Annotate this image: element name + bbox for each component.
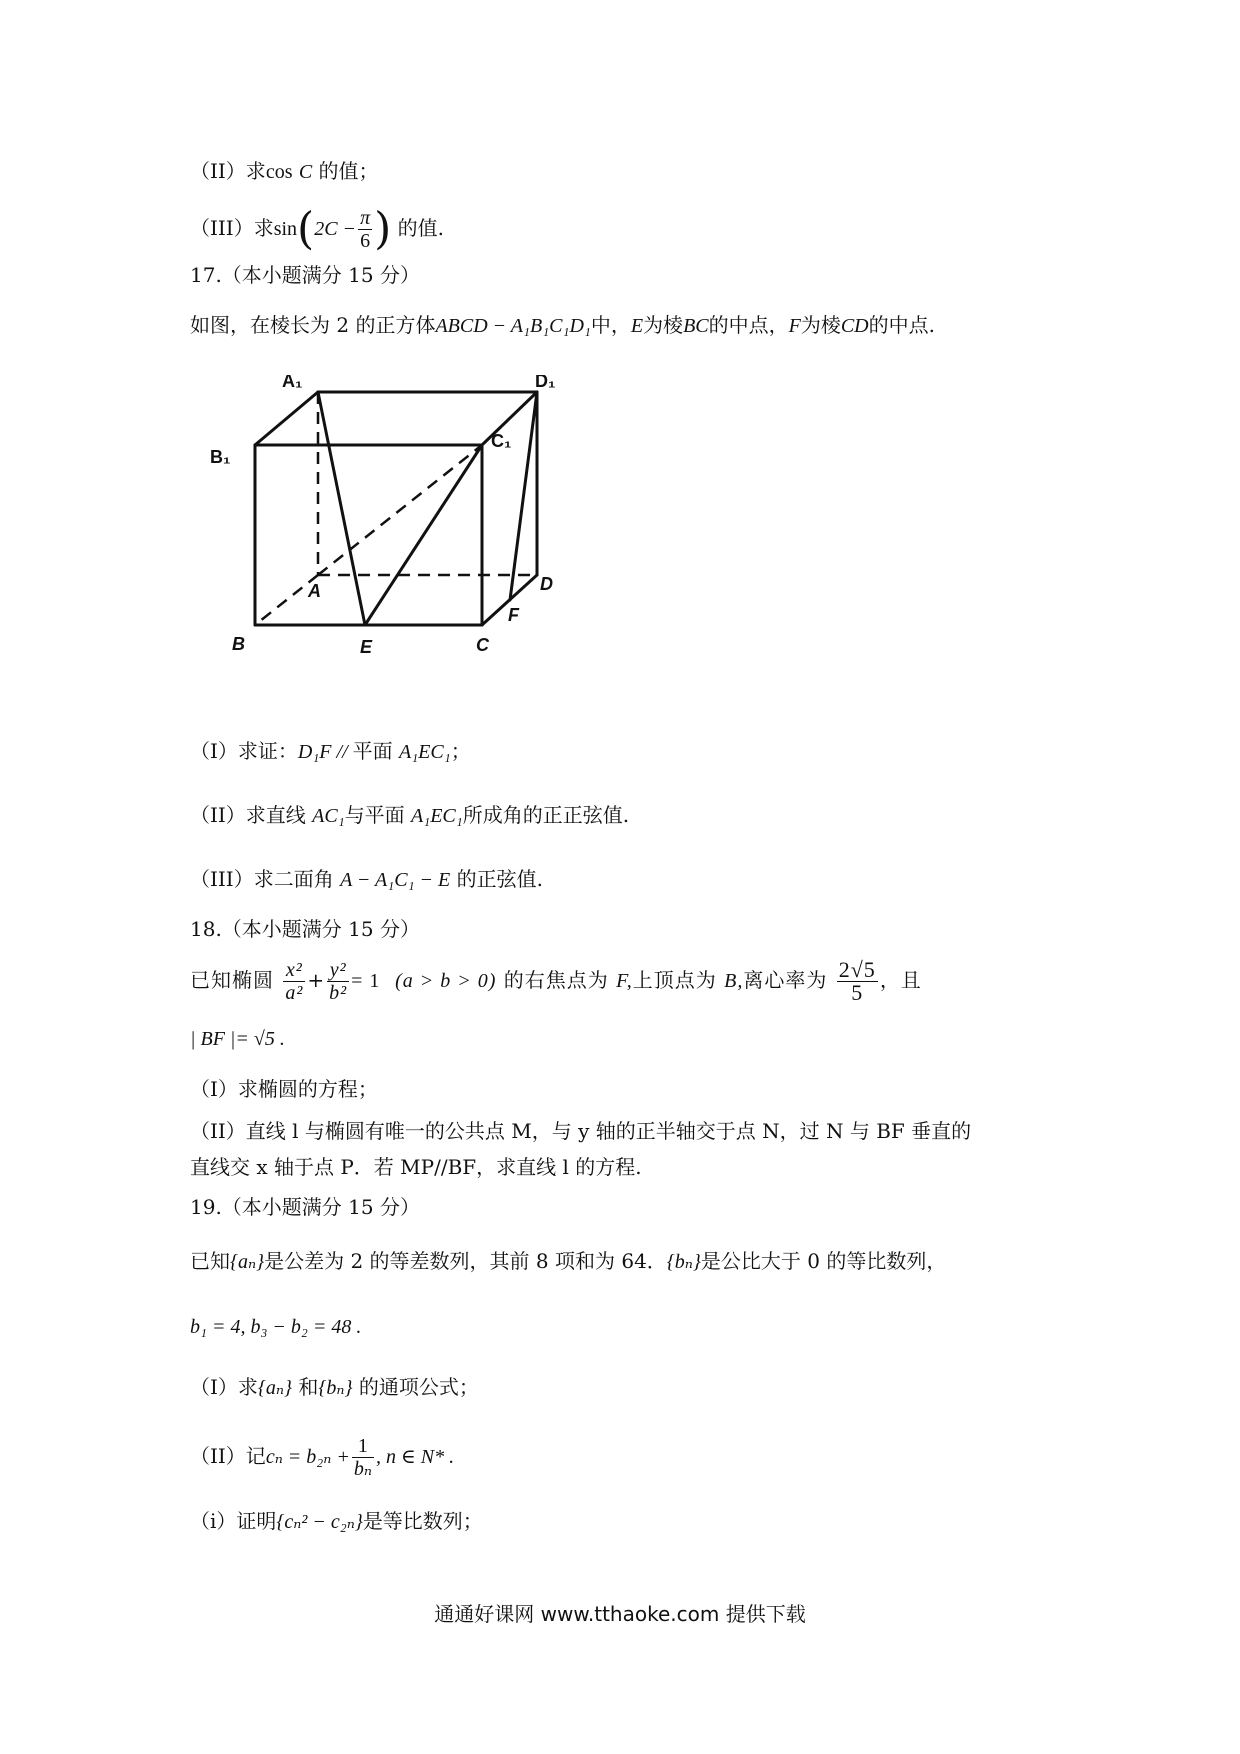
- q17-part1: （I）求证：D₁F // 平面 A₁EC₁；: [190, 739, 471, 763]
- label-f: F: [508, 605, 519, 625]
- label-c1: C₁: [491, 431, 512, 451]
- cube-figure: [210, 375, 570, 705]
- q18-part2-line1: （II）直线 l 与椭圆有唯一的公共点 M，与 y 轴的正半轴交于点 N，过 N 与 BF 垂直的: [190, 1119, 972, 1143]
- edge-a1b1: [255, 392, 318, 445]
- page-footer: 通通好课网 www.tthaoke.com 提供下载: [434, 1602, 806, 1626]
- q19-part2: （II）记cₙ = b₂ₙ + $\frac{1}{\text{bₙ}}$ , n ∈ N* .: [190, 1435, 455, 1480]
- label-b: B: [232, 634, 245, 654]
- q16-part3: （III）求sin(2C − $\frac{\pi}{6}$ ) 的值.: [190, 203, 444, 255]
- q18-stem: 已知椭圆 $\frac{\text{x²}}{\text{a²}}$ + $\frac{\text{y²}}{\text{b²}}$ = 1 (a > b > 0) 的右焦点为 F,上顶点为 B,离心率为 $\frac{2√5}{5}$ ，且: [190, 957, 922, 1005]
- q19-cond: b₁ = 4, b₃ − b₂ = 48 .: [190, 1316, 362, 1338]
- label-d: D: [540, 574, 553, 594]
- label-c: C: [476, 635, 489, 655]
- seg-d1f: [510, 392, 537, 600]
- q18-bf: | BF |= √5 .: [190, 1028, 285, 1050]
- seg-a1e: [318, 392, 365, 625]
- q19-part1: （I）求{aₙ} 和{bₙ} 的通项公式；: [190, 1375, 479, 1399]
- q16-part2: （II）求cos C 的值；: [190, 159, 379, 183]
- q17-stem: 如图，在棱长为 2 的正方体ABCD − A₁B₁C₁D₁中，E为棱BC的中点，F为棱CD的中点.: [190, 313, 935, 337]
- q18-header: 18.（本小题满分 15 分）: [190, 917, 420, 941]
- label-e: E: [360, 637, 373, 657]
- q19-part2i: （i）证明{cₙ² − c₂ₙ}是等比数列；: [190, 1509, 483, 1533]
- seg-ec1: [365, 445, 482, 625]
- label-a: A: [308, 581, 321, 601]
- pi-over-six: $\frac{\pi}{6}$: [360, 207, 371, 252]
- q19-header: 19.（本小题满分 15 分）: [190, 1195, 420, 1219]
- q17-header: 17.（本小题满分 15 分）: [190, 263, 420, 287]
- q17-part2: （II）求直线 AC₁与平面 A₁EC₁所成角的正正弦值.: [190, 803, 630, 827]
- label-a1: A₁: [282, 375, 303, 391]
- q17-part3: （III）求二面角 A − A₁C₁ − E 的正弦值.: [190, 867, 543, 891]
- label-b1: B₁: [210, 447, 231, 467]
- q19-stem: 已知{aₙ}是公差为 2 的等差数列，其前 8 项和为 64．{bₙ}是公比大于 0 的等比数列，: [190, 1249, 947, 1273]
- q18-part2-line2: 直线交 x 轴于点 P．若 MP//BF，求直线 l 的方程.: [190, 1155, 642, 1179]
- label-d1: D₁: [535, 375, 556, 391]
- q18-part1: （I）求椭圆的方程；: [190, 1077, 378, 1101]
